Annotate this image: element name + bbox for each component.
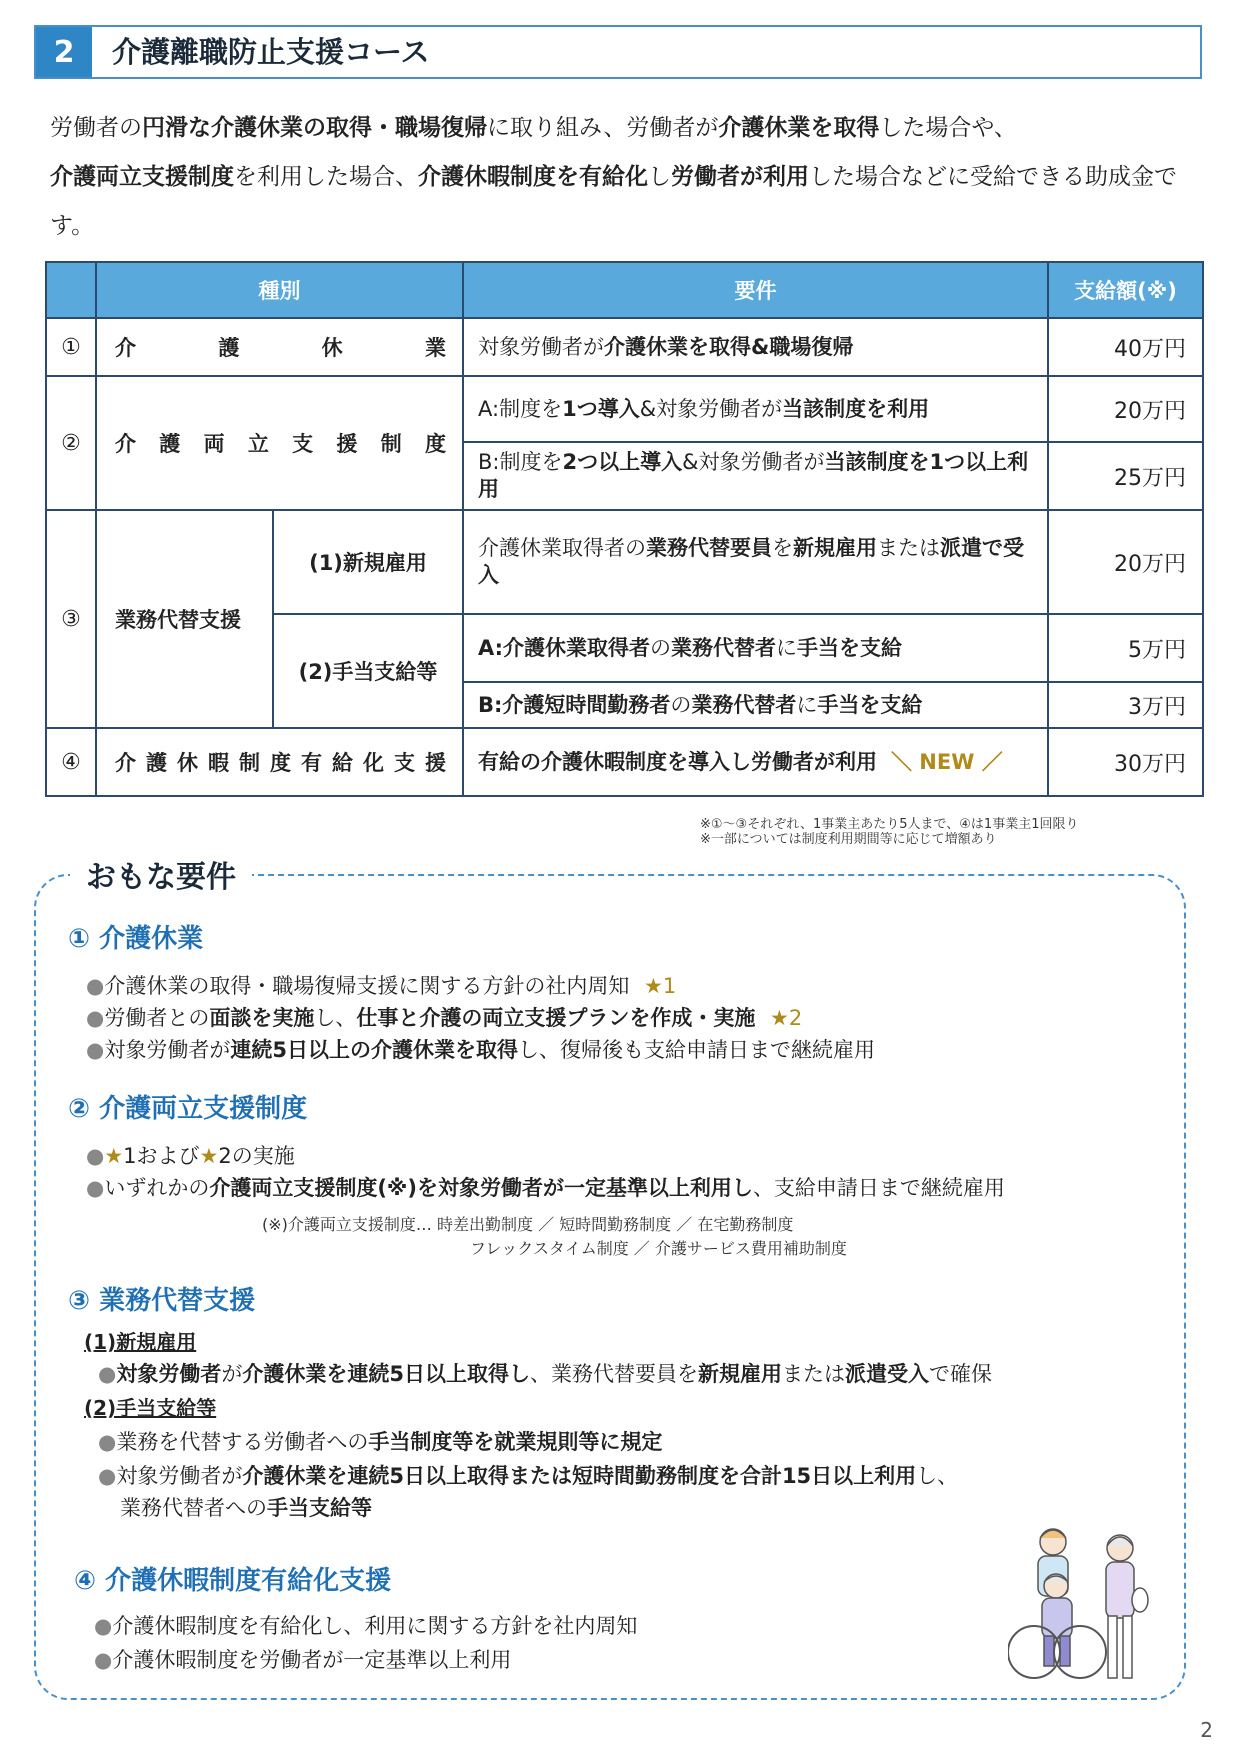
req-text: 1つ導入 [562,396,640,421]
list-item [86,1140,295,1170]
item-text: 対象労働者が [116,1464,243,1488]
item-text: 派遣受入 [844,1362,929,1386]
req-text: A:制度を [478,396,563,421]
table-row [46,376,1203,442]
row-number: ② [46,376,96,510]
item-text: 対象労働者 [116,1362,222,1386]
kind-char: 両 [203,432,225,456]
item-text: 介護休業を連続5日以上取得し [242,1362,530,1386]
row-subkind: (2)手当支給等 [273,614,463,728]
item-text: 連続5日以上の介護休業を取得 [230,1038,518,1062]
row-kind [96,318,463,376]
item-text: 面談を実施 [209,1006,315,1030]
item-text: または [781,1362,845,1386]
section-header [34,25,1202,79]
intro-text: した場合や、 [879,115,1017,141]
kind-char: 度 [424,432,446,456]
list-item-continuation [120,1492,372,1522]
table-notes [700,817,1078,847]
req-text: に [796,692,818,717]
header-amount: 支給額(※) [1048,262,1203,318]
kind-char: 制 [239,751,260,775]
bullet-icon: ● [86,1038,105,1062]
intro-text: 労働者の [50,115,142,141]
table-row [46,318,1203,376]
row-amount: 20万円 [1048,510,1203,614]
header-requirement: 要件 [463,262,1048,318]
item-text: 対象労働者が [104,1038,231,1062]
item-text: いずれかの [104,1176,210,1200]
intro-text: 労働者が利用 [671,164,809,190]
req-text: 当該制度を1つ以上利用 [478,450,1029,501]
row-requirement [463,614,1048,682]
list-item [86,1034,875,1064]
row-requirement [463,376,1048,442]
req-text: 新規雇用 [793,536,877,560]
note-line: ※①～③それぞれ、1事業主あたり5人まで、④は1事業主1回限り [700,817,1079,832]
req-text: B:制度を [478,450,563,474]
kind-char: 暇 [208,751,229,775]
kind-char: 介 [115,336,136,360]
req-text: 介護休業取得者の [478,536,646,560]
item-text: 介護両立支援制度(※)を対象労働者が一定基準以上利用し [209,1176,753,1200]
kind-char: 支 [394,751,415,775]
kind-char: 業 [424,336,446,360]
system-note: フレックスタイム制度 ／ 介護サービス費用補助制度 [470,1239,847,1258]
header-kind: 種別 [96,262,463,318]
row-subkind: (1)新規雇用 [273,510,463,614]
req-text: 当該制度を利用 [782,396,930,421]
row-number: ③ [46,510,96,728]
item-text: し、 [916,1464,959,1488]
intro-text: し [648,164,671,190]
list-item [98,1426,662,1456]
req-text: A:介護休業取得者 [478,635,651,660]
kind-char: 護 [218,336,240,360]
row-kind: 業務代替支援 [96,510,273,728]
row-requirement [463,318,1048,376]
kind-char: 援 [425,751,446,775]
table-header-row [46,262,1203,318]
bullet-icon: ● [86,1006,105,1030]
intro-text: 介護休業を取得 [718,115,880,141]
bullet-icon: ● [86,1176,105,1200]
section-number: 2 [36,27,92,77]
star-icon: ★1 [644,974,677,998]
list-item [94,1644,511,1674]
row-requirement [463,510,1048,614]
kind-char: 護 [146,751,167,775]
row-kind [96,376,463,510]
bullet-icon: ● [94,1614,113,1638]
req-text: に [776,635,798,660]
intro-text: に取り組み、労働者が [487,115,719,141]
req-text: 業務代替者 [671,635,777,660]
item-text: 1および [123,1144,200,1168]
subheading: (1)新規雇用 [84,1330,197,1354]
row-amount: 25万円 [1048,442,1203,510]
req-text: の [670,692,692,717]
kind-char: 度 [270,751,291,775]
item-text: 業務を代替する労働者への [116,1430,369,1454]
req-text: 派遣で受入 [478,536,1024,587]
item-text: が [221,1362,243,1386]
item-text: 労働者との [104,1006,210,1030]
intro-text: を利用した場合、 [234,164,418,190]
intro-text: 介護両立支援制度 [50,164,234,190]
row-amount: 30万円 [1048,728,1203,796]
kind-char: 休 [321,336,343,360]
kind-char: 化 [363,751,384,775]
star-icon: ★ [199,1144,219,1168]
item-text: 仕事と介護の両立支援プランを作成・実施 [356,1006,756,1030]
subheading: (2)手当支給等 [84,1396,217,1420]
caregiver-wheelchair-illustration [1008,1520,1158,1690]
list-item [98,1358,992,1388]
section-title: 介護離職防止支援コース [112,35,430,69]
item-text: 、業務代替要員を [529,1362,698,1386]
kind-char: 介 [115,432,136,456]
req-text: を [772,536,793,560]
star-icon: ★ [104,1144,124,1168]
req-text: &対象労働者が [639,396,783,421]
item-text: 介護休暇制度を労働者が一定基準以上利用 [112,1648,512,1672]
bullet-icon: ● [98,1362,117,1386]
kind-char: 休 [177,751,198,775]
row-kind [96,728,463,796]
item-text: 介護休暇制度を有給化し、利用に関する方針を社内周知 [112,1614,638,1638]
req-text: 手当を支給 [797,635,903,660]
page-number: 2 [1200,1718,1213,1742]
kind-char: 介 [115,751,136,775]
row-number: ① [46,318,96,376]
item-text: 介護休業を連続5日以上取得または短時間勤務制度を合計15日以上利用 [242,1464,917,1488]
item-text: で確保 [928,1362,992,1386]
list-item [86,1172,1005,1202]
table-row [46,728,1203,796]
item-text: 手当支給等 [267,1496,372,1520]
req-text: B:介護短時間勤務者 [478,692,671,717]
row-amount: 40万円 [1048,318,1203,376]
row-requirement [463,442,1048,510]
req-section-title: ② 介護両立支援制度 [68,1094,308,1124]
item-text: し、復帰後も支給申請日まで継続雇用 [517,1038,875,1062]
kind-char: 護 [159,432,181,456]
item-text: 、支給申請日まで継続雇用 [752,1176,1005,1200]
req-text: 業務代替要員 [646,536,772,560]
req-text: &対象労働者が [682,450,825,474]
new-badge: ＼ NEW ／ [891,749,1003,774]
req-text: 業務代替者 [691,692,797,717]
item-text: 手当制度等を就業規則等に規定 [368,1430,663,1454]
system-note: (※)介護両立支援制度… 時差出勤制度 ／ 短時間勤務制度 ／ 在宅勤務制度 [262,1215,794,1234]
header-empty [46,262,96,318]
kind-char: 有 [301,751,322,775]
req-text: 対象労働者が [478,334,604,359]
list-item [86,970,676,1000]
table-row [46,510,1203,614]
row-number: ④ [46,728,96,796]
intro-paragraph [50,104,1200,251]
req-text: の [650,635,672,660]
req-text: 有給の介護休暇制度を導入し労働者が利用 [478,749,877,774]
req-section-title: ④ 介護休暇制度有給化支援 [74,1566,392,1596]
req-section-title: ① 介護休業 [68,924,204,954]
star-icon: ★2 [770,1006,803,1030]
req-text: 2つ以上導入 [562,450,683,474]
item-text: 新規雇用 [697,1362,782,1386]
item-text: 2の実施 [218,1144,295,1168]
req-text: 手当を支給 [817,692,923,717]
kind-char: 給 [332,751,353,775]
req-text: または [877,536,940,560]
list-item [98,1460,958,1490]
row-amount: 5万円 [1048,614,1203,682]
list-item [86,1002,802,1032]
subsidy-table [45,261,1204,797]
requirements-title: おもな要件 [70,852,252,896]
req-text: 介護休業を取得&職場復帰 [604,334,854,359]
kind-char: 立 [247,432,269,456]
item-text: し、 [314,1006,357,1030]
intro-text: 円滑な介護休業の取得・職場復帰 [142,115,487,141]
intro-text: した場合などに受給できる助成金です。 [50,164,1177,239]
bullet-icon: ● [98,1430,117,1454]
bullet-icon: ● [98,1464,117,1488]
row-requirement [463,682,1048,728]
row-amount: 3万円 [1048,682,1203,728]
kind-char: 制 [380,432,402,456]
row-requirement [463,728,1048,796]
list-item [94,1610,637,1640]
kind-char: 援 [336,432,358,456]
kind-char: 支 [292,432,314,456]
req-section-title: ③ 業務代替支援 [68,1286,256,1316]
bullet-icon: ● [94,1648,113,1672]
intro-text: 介護休暇制度を有給化 [418,164,648,190]
bullet-icon: ● [86,974,105,998]
note-line: ※一部については制度利用期間等に応じて増額あり [700,832,997,847]
bullet-icon: ● [86,1144,105,1168]
item-text: 業務代替者への [120,1496,267,1520]
row-amount: 20万円 [1048,376,1203,442]
item-text: 介護休業の取得・職場復帰支援に関する方針の社内周知 [104,974,630,998]
